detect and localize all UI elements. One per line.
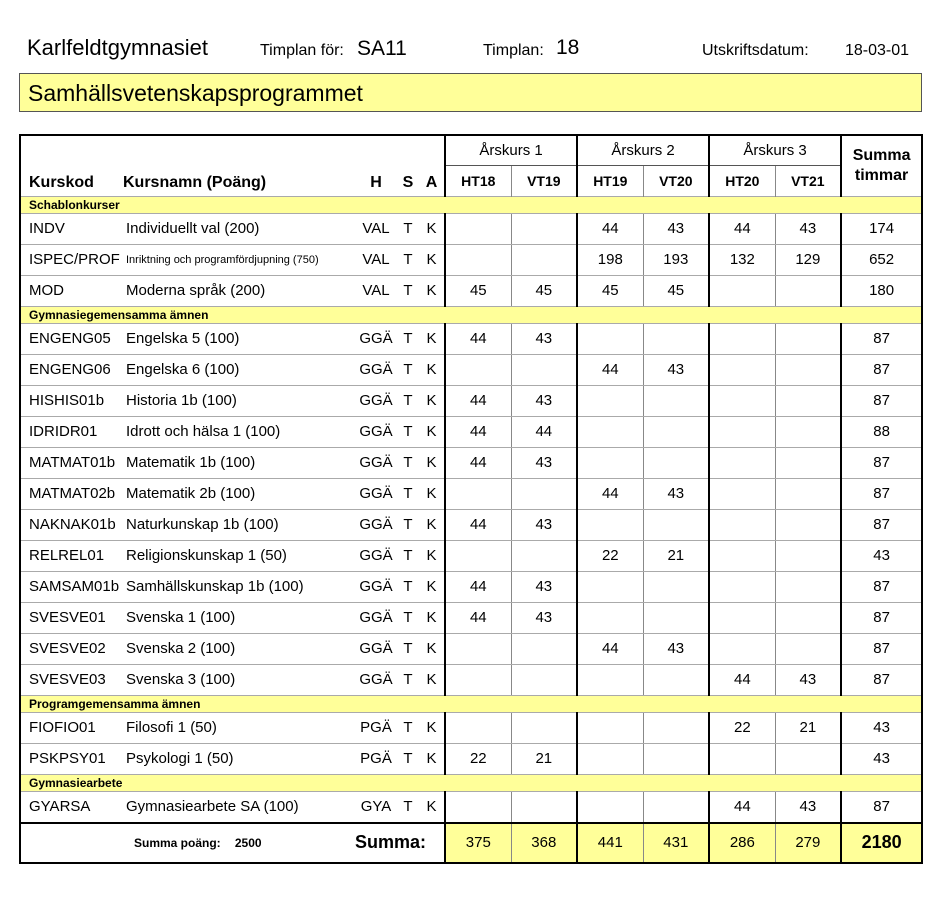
semester-hours: 43 [511,602,577,633]
year-2-header: Årskurs 2 [577,135,709,166]
semester-hours [577,447,643,478]
semester-hours: 43 [511,509,577,540]
semester-hours: 21 [775,712,841,743]
course-total: 87 [841,447,922,478]
section-title: Schablonkurser [20,196,922,213]
summa-label: Summa [852,146,911,164]
course-s: T [397,791,419,823]
semester-hours [775,478,841,509]
semester-hours [709,571,775,602]
course-a: K [419,478,445,509]
course-h: GGÄ [355,540,397,571]
semester-hours [709,275,775,306]
course-s: T [397,478,419,509]
semester-hours [709,743,775,774]
course-total: 174 [841,213,922,244]
course-code: MATMAT01b [20,447,123,478]
semester-hours [577,602,643,633]
course-s: T [397,385,419,416]
course-a: K [419,743,445,774]
course-row [20,633,922,664]
course-h: GGÄ [355,664,397,695]
summa-timmar-header [841,135,922,196]
semester-hours [511,712,577,743]
course-h: PGÄ [355,712,397,743]
semester-hours [709,354,775,385]
col-semester: VT21 [775,166,841,197]
course-code: GYARSA [20,791,123,823]
semester-hours [775,743,841,774]
course-s: T [397,743,419,774]
course-row [20,478,922,509]
course-h: GGÄ [355,416,397,447]
semester-hours: 22 [577,540,643,571]
course-code: NAKNAK01b [20,509,123,540]
semester-hours [445,478,511,509]
semester-hours [511,213,577,244]
semester-hours [709,447,775,478]
semester-hours [511,664,577,695]
course-total: 88 [841,416,922,447]
semester-hours [709,509,775,540]
semester-hours [643,712,709,743]
semester-hours [709,385,775,416]
course-a: K [419,791,445,823]
course-row [20,571,922,602]
semester-hours: 45 [511,275,577,306]
course-row [20,275,922,306]
course-s: T [397,354,419,385]
semester-hours: 45 [577,275,643,306]
course-name: Matematik 1b (100) [123,447,355,478]
semester-hours [775,385,841,416]
semester-hours [511,354,577,385]
course-row [20,743,922,774]
col-semester: VT19 [511,166,577,197]
summa-poang [20,823,355,863]
course-total: 43 [841,540,922,571]
course-h: VAL [355,275,397,306]
semester-hours [643,602,709,633]
semester-hours: 45 [445,275,511,306]
semester-hours [775,602,841,633]
course-s: T [397,244,419,275]
semester-hours [511,478,577,509]
summa-poang-value: 2500 [234,836,262,850]
course-name: Moderna språk (200) [123,275,355,306]
semester-hours: 43 [511,571,577,602]
semester-total: 441 [577,823,643,863]
course-h: VAL [355,244,397,275]
course-a: K [419,540,445,571]
semester-hours: 44 [445,416,511,447]
course-a: K [419,275,445,306]
semester-hours [577,743,643,774]
course-row [20,664,922,695]
col-kurskod: Kurskod [29,173,94,191]
col-semester: HT20 [709,166,775,197]
section-header [20,774,922,791]
section-header [20,196,922,213]
course-name: Psykologi 1 (50) [123,743,355,774]
timeplan-body [20,196,922,823]
semester-total: 279 [775,823,841,863]
semester-total: 368 [511,823,577,863]
semester-hours: 22 [445,743,511,774]
course-total: 43 [841,743,922,774]
semester-hours [643,385,709,416]
timeplan-value: 18 [556,36,580,59]
course-code: ENGENG06 [20,354,123,385]
course-name: Samhällskunskap 1b (100) [123,571,355,602]
semester-hours [709,323,775,354]
header-row-columns [20,166,922,197]
course-name: Gymnasiearbete SA (100) [123,791,355,823]
course-a: K [419,571,445,602]
page-header [0,32,945,64]
semester-hours [445,791,511,823]
semester-hours: 193 [643,244,709,275]
course-s: T [397,712,419,743]
course-code: IDRIDR01 [20,416,123,447]
course-s: T [397,664,419,695]
semester-hours [445,712,511,743]
course-total: 87 [841,323,922,354]
course-h: GGÄ [355,385,397,416]
course-h: GGÄ [355,323,397,354]
col-h: H [370,173,382,191]
semester-hours [643,571,709,602]
course-h: GGÄ [355,571,397,602]
course-row [20,354,922,385]
semester-hours: 43 [643,478,709,509]
semester-hours [775,447,841,478]
semester-hours: 44 [709,664,775,695]
course-total: 43 [841,712,922,743]
course-total: 87 [841,478,922,509]
semester-hours [577,791,643,823]
section-title: Gymnasiegemensamma ämnen [20,306,922,323]
course-code: INDV [20,213,123,244]
course-name: Engelska 6 (100) [123,354,355,385]
summa-label: Summa: [355,823,445,863]
semester-hours: 43 [511,323,577,354]
header-row-years [20,135,922,166]
semester-hours: 44 [577,213,643,244]
course-code: ISPEC/PROF [20,244,123,275]
course-h: VAL [355,213,397,244]
timeplan-for-value: SA11 [357,37,407,60]
semester-hours [445,540,511,571]
semester-hours: 43 [643,354,709,385]
semester-hours [577,416,643,447]
course-code: FIOFIO01 [20,712,123,743]
semester-hours [445,633,511,664]
course-h: GGÄ [355,354,397,385]
semester-hours [577,323,643,354]
section-title: Programgemensamma ämnen [20,695,922,712]
course-total: 87 [841,791,922,823]
course-name: Individuellt val (200) [123,213,355,244]
course-a: K [419,447,445,478]
course-name: Religionskunskap 1 (50) [123,540,355,571]
timeplan-for-label: Timplan för: [260,42,344,59]
semester-hours [775,354,841,385]
course-s: T [397,213,419,244]
semester-hours: 21 [511,743,577,774]
year-3-header: Årskurs 3 [709,135,841,166]
semester-hours: 44 [511,416,577,447]
semester-total: 286 [709,823,775,863]
program-title: Samhällsvetenskapsprogrammet [19,73,922,112]
semester-hours [643,664,709,695]
semester-hours [577,712,643,743]
course-total: 87 [841,509,922,540]
course-s: T [397,275,419,306]
course-row [20,712,922,743]
semester-hours [577,509,643,540]
semester-hours [775,540,841,571]
course-row [20,416,922,447]
course-total: 87 [841,571,922,602]
course-h: GGÄ [355,447,397,478]
semester-hours: 43 [643,633,709,664]
course-code: ENGENG05 [20,323,123,354]
course-code: PSKPSY01 [20,743,123,774]
summa-poang-label: Summa poäng: [134,836,221,850]
semester-hours: 45 [643,275,709,306]
course-total: 87 [841,602,922,633]
course-name: Svenska 2 (100) [123,633,355,664]
semester-hours [775,571,841,602]
course-a: K [419,323,445,354]
course-h: GGÄ [355,602,397,633]
semester-hours [643,416,709,447]
grand-total: 2180 [841,823,922,863]
semester-hours [709,633,775,664]
semester-hours [445,354,511,385]
semester-hours: 44 [445,509,511,540]
semester-hours: 198 [577,244,643,275]
course-code: SAMSAM01b [20,571,123,602]
course-code: RELREL01 [20,540,123,571]
year-1-header: Årskurs 1 [445,135,577,166]
course-a: K [419,602,445,633]
semester-hours [511,633,577,664]
section-header [20,695,922,712]
course-code: SVESVE03 [20,664,123,695]
semester-hours [511,791,577,823]
semester-hours: 43 [511,385,577,416]
course-row [20,323,922,354]
course-row [20,385,922,416]
semester-hours [643,447,709,478]
timeplan-label: Timplan: [483,42,544,59]
col-kursnamn: Kursnamn (Poäng) [123,173,267,191]
semester-hours: 132 [709,244,775,275]
course-row [20,540,922,571]
course-total: 652 [841,244,922,275]
semester-hours [709,416,775,447]
semester-hours [709,540,775,571]
course-s: T [397,416,419,447]
print-date-label: Utskriftsdatum: [702,42,809,59]
semester-hours [577,385,643,416]
course-total: 87 [841,385,922,416]
course-a: K [419,213,445,244]
semester-hours [775,275,841,306]
semester-hours: 22 [709,712,775,743]
course-total: 180 [841,275,922,306]
semester-hours: 43 [775,664,841,695]
course-name: Naturkunskap 1b (100) [123,509,355,540]
semester-hours: 44 [577,478,643,509]
semester-hours: 21 [643,540,709,571]
course-a: K [419,712,445,743]
course-name: Svenska 1 (100) [123,602,355,633]
semester-hours [775,323,841,354]
semester-hours [445,213,511,244]
course-h: GGÄ [355,509,397,540]
semester-hours [445,244,511,275]
semester-hours: 44 [445,602,511,633]
col-a: A [425,173,438,191]
semester-total: 431 [643,823,709,863]
col-semester: HT18 [445,166,511,197]
semester-hours [775,416,841,447]
semester-hours: 129 [775,244,841,275]
course-h: PGÄ [355,743,397,774]
course-total: 87 [841,664,922,695]
semester-hours: 43 [775,791,841,823]
course-s: T [397,509,419,540]
semester-hours: 44 [445,571,511,602]
course-row [20,213,922,244]
semester-hours: 44 [445,447,511,478]
course-row [20,244,922,275]
course-s: T [397,540,419,571]
course-a: K [419,416,445,447]
semester-hours: 44 [709,213,775,244]
course-a: K [419,385,445,416]
course-a: K [419,664,445,695]
semester-hours: 44 [709,791,775,823]
semester-hours: 44 [445,323,511,354]
school-name: Karlfeldtgymnasiet [27,35,208,60]
semester-hours: 44 [445,385,511,416]
course-name: Historia 1b (100) [123,385,355,416]
semester-total: 375 [445,823,511,863]
semester-hours [775,509,841,540]
course-code: HISHIS01b [20,385,123,416]
course-h: GYA [355,791,397,823]
semester-hours: 44 [577,633,643,664]
col-s: S [402,173,414,191]
totals-row [20,823,922,863]
course-a: K [419,244,445,275]
section-title: Gymnasiearbete [20,774,922,791]
course-code: SVESVE01 [20,602,123,633]
course-code: SVESVE02 [20,633,123,664]
semester-hours [709,602,775,633]
course-name: Matematik 2b (100) [123,478,355,509]
course-row [20,509,922,540]
course-row [20,791,922,823]
course-name: Engelska 5 (100) [123,323,355,354]
semester-hours [643,323,709,354]
course-a: K [419,509,445,540]
semester-hours: 43 [511,447,577,478]
semester-hours [709,478,775,509]
print-date-value: 18-03-01 [845,42,910,59]
timmar-label: timmar [854,166,909,184]
course-name: Filosofi 1 (50) [123,712,355,743]
semester-hours [643,509,709,540]
semester-hours: 43 [775,213,841,244]
course-code: MOD [20,275,123,306]
course-h: GGÄ [355,478,397,509]
semester-hours [643,743,709,774]
course-s: T [397,571,419,602]
course-s: T [397,447,419,478]
semester-hours [511,540,577,571]
col-semester: HT19 [577,166,643,197]
course-code: MATMAT02b [20,478,123,509]
semester-hours [445,664,511,695]
course-a: K [419,354,445,385]
semester-hours [643,791,709,823]
col-semester: VT20 [643,166,709,197]
course-total: 87 [841,354,922,385]
course-s: T [397,323,419,354]
course-h: GGÄ [355,633,397,664]
course-row [20,447,922,478]
semester-hours [577,571,643,602]
course-name: Idrott och hälsa 1 (100) [123,416,355,447]
course-name: Svenska 3 (100) [123,664,355,695]
course-s: T [397,602,419,633]
semester-hours [511,244,577,275]
semester-hours [775,633,841,664]
semester-hours: 44 [577,354,643,385]
timeplan-table [19,134,923,864]
semester-hours: 43 [643,213,709,244]
course-name: Inriktning och programfördjupning (750) [123,244,355,275]
course-s: T [397,633,419,664]
section-header [20,306,922,323]
semester-hours [577,664,643,695]
course-total: 87 [841,633,922,664]
course-a: K [419,633,445,664]
course-row [20,602,922,633]
